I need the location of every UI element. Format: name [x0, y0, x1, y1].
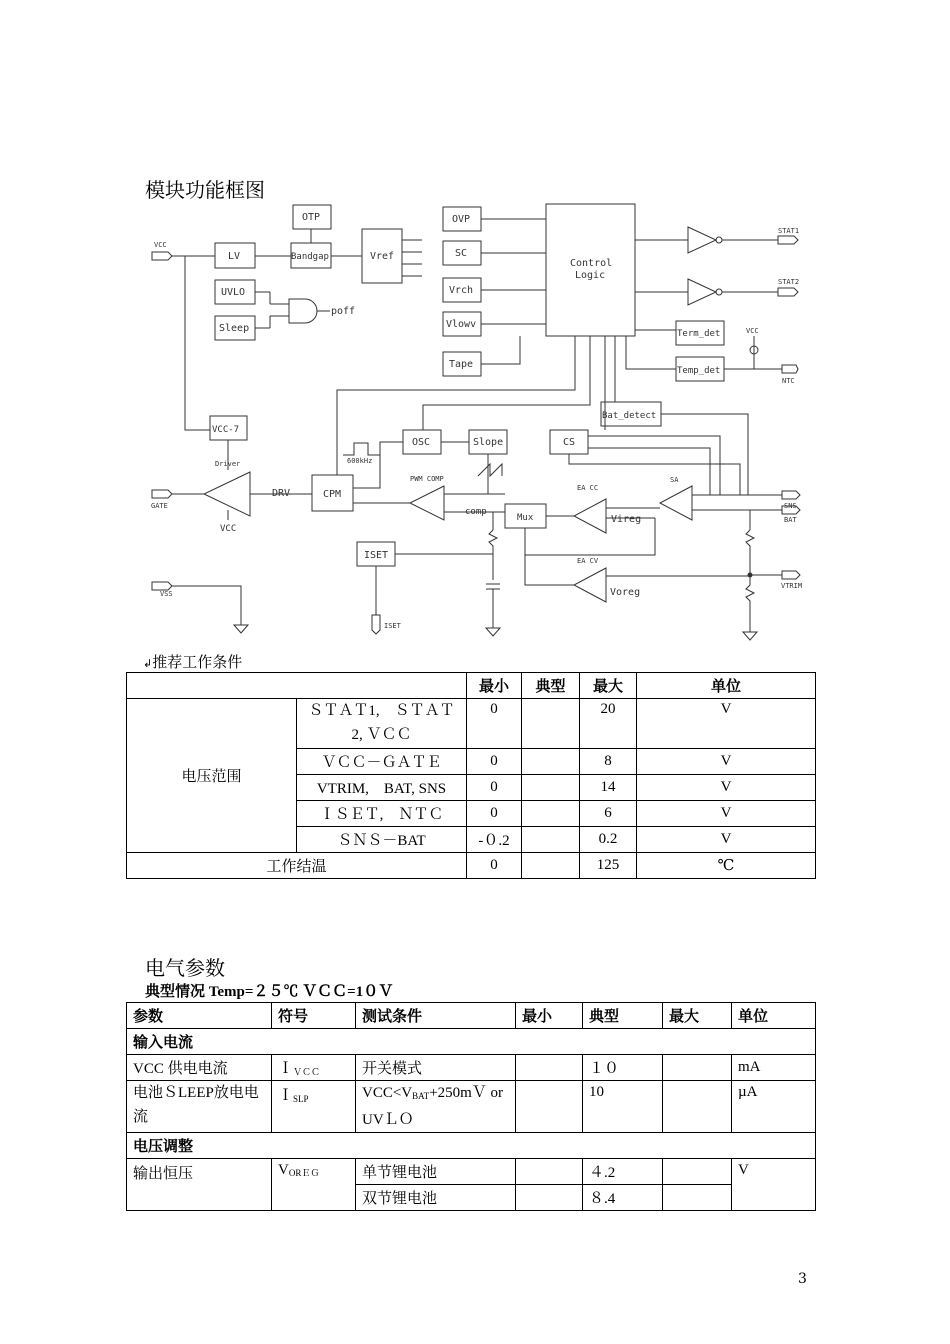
condition-a: VCC<V — [362, 1085, 413, 1101]
pwm-comp-label: PWM COMP — [410, 475, 444, 483]
recommended-caption-text: 推荐工作条件 — [152, 653, 243, 671]
slope-label: Slope — [473, 437, 504, 448]
stat2-label: STAT2 — [778, 278, 800, 286]
junction-temp-label: 工作结温 — [127, 853, 467, 879]
term-det-label: Term_det — [677, 329, 721, 339]
poff-label: poff — [331, 306, 356, 317]
uvlo-label: UVLO — [221, 287, 246, 298]
drv-label: DRV — [272, 488, 291, 499]
min-cell: 0 — [467, 749, 522, 775]
vref-label: Vref — [370, 251, 395, 262]
typ-cell — [522, 775, 580, 801]
min-cell: 0 — [467, 775, 522, 801]
ea-cv-label: EA CV — [577, 557, 599, 565]
recommended-table — [126, 672, 816, 879]
header-symbol: 符号 — [272, 1003, 356, 1029]
stat2-buffer — [688, 279, 716, 305]
typ-cell: ４.2 — [583, 1159, 663, 1185]
section-row — [127, 1133, 816, 1159]
vcc-drv-label: VCC — [220, 524, 237, 534]
unit-cell: V — [637, 699, 816, 749]
symbol-cell — [272, 1055, 356, 1081]
table-row — [127, 699, 816, 749]
max-cell: 125 — [580, 853, 637, 879]
min-cell — [516, 1185, 583, 1211]
unit-cell: V — [637, 801, 816, 827]
vrch-label: Vrch — [449, 285, 474, 296]
table-row — [127, 1081, 816, 1133]
min-cell: -０.2 — [467, 827, 522, 853]
typ-cell: 10 — [583, 1081, 663, 1133]
condition-cell — [356, 1081, 516, 1133]
ea-cv-amp — [574, 568, 606, 602]
param-cell: VTRIM, BAT, SNS — [297, 775, 467, 801]
min-cell — [516, 1159, 583, 1185]
vlowv-label: Vlowv — [446, 319, 477, 330]
typ-cell: ８.4 — [583, 1185, 663, 1211]
typ-cell: １０ — [583, 1055, 663, 1081]
page-number: 3 — [798, 1271, 807, 1287]
cs-label: CS — [563, 437, 576, 448]
sa-amp — [660, 486, 692, 520]
typ-cell — [522, 699, 580, 749]
table-row — [127, 1055, 816, 1081]
param-cell: ＶＣＣ－ＧＡＴＥ — [297, 749, 467, 775]
vtrim-label: VTRIM — [781, 582, 803, 590]
osc-label: OSC — [412, 437, 431, 448]
vcc7-label: VCC-7 — [212, 425, 240, 435]
unit-cell: ℃ — [637, 853, 816, 879]
max-cell: 8 — [580, 749, 637, 775]
vcc-in-label: VCC — [154, 241, 167, 249]
table-header-row — [127, 673, 816, 699]
pwm-comp — [410, 486, 444, 520]
symbol-cell — [272, 1081, 356, 1133]
symbol-cell — [272, 1159, 356, 1211]
param-cell: ＳＮＳ－BAT — [297, 827, 467, 853]
header-unit: 单位 — [637, 673, 816, 699]
voreg-label: Voreg — [610, 587, 641, 598]
header-condition: 测试条件 — [356, 1003, 516, 1029]
symbol-main: V — [278, 1162, 289, 1178]
block-diagram-title: 模块功能框图 — [145, 178, 265, 202]
stat1-buffer — [688, 227, 716, 253]
ea-cc-label: EA CC — [577, 484, 599, 492]
section-row — [127, 1029, 816, 1055]
header-unit: 单位 — [732, 1003, 816, 1029]
ntc-label: NTC — [782, 377, 795, 385]
sns-label: SNS — [784, 502, 797, 510]
symbol-sub: ＶＣＣ — [293, 1067, 321, 1077]
vss-label: VSS — [160, 590, 173, 598]
electrical-title: 电气参数 — [145, 956, 225, 980]
header-min: 最小 — [467, 673, 522, 699]
max-cell — [663, 1081, 732, 1133]
tape-label: Tape — [449, 359, 474, 370]
header-param: 参数 — [127, 1003, 272, 1029]
section-input-current: 输入电流 — [127, 1029, 816, 1055]
bat-label: BAT — [784, 516, 797, 524]
iset-pin-label: ISET — [384, 622, 401, 630]
condition-b: +250mＶ or UVＬＯ — [362, 1085, 504, 1128]
stat1-label: STAT1 — [778, 227, 800, 235]
cpm-label: CPM — [323, 489, 342, 500]
control-logic-label-2: Logic — [575, 270, 606, 281]
unit-cell: mA — [732, 1055, 816, 1081]
typ-cell — [522, 853, 580, 879]
freq-label: 600kHz — [347, 457, 373, 465]
typ-cell — [522, 801, 580, 827]
header-typ: 典型 — [522, 673, 580, 699]
mux-label: Mux — [517, 513, 534, 523]
driver-amp — [204, 472, 250, 516]
min-cell: 0 — [467, 853, 522, 879]
max-cell — [663, 1159, 732, 1185]
iset-label: ISET — [364, 550, 389, 561]
vcc-ntc-label: VCC — [746, 327, 759, 335]
bat-detect-label: Bat_detect — [602, 411, 657, 421]
typ-cell — [522, 749, 580, 775]
condition-cell: 双节锂电池 — [356, 1185, 516, 1211]
header-typ: 典型 — [583, 1003, 663, 1029]
max-cell — [663, 1055, 732, 1081]
param-cell: VCC 供电电流 — [127, 1055, 272, 1081]
symbol-sub: SLP — [293, 1094, 309, 1104]
header-min: 最小 — [516, 1003, 583, 1029]
symbol-main: Ｉ — [278, 1088, 294, 1104]
symbol-sub: ORＥＧ — [288, 1168, 320, 1178]
min-cell — [516, 1081, 583, 1133]
block-diagram — [0, 195, 950, 655]
param-cell: 电池ＳLEEP放电电流 — [127, 1081, 272, 1133]
section-voltage-regulation: 电压调整 — [127, 1133, 816, 1159]
bandgap-label: Bandgap — [291, 252, 329, 262]
min-cell: 0 — [467, 699, 522, 749]
unit-cell: V — [732, 1159, 816, 1211]
param-cell: ＳＴＡＴ1, ＳＴＡＴ2, ＶＣＣ — [297, 699, 467, 749]
max-cell — [663, 1185, 732, 1211]
param-cell: ＩＳＥＴ, ＮＴＣ — [297, 801, 467, 827]
electrical-subtitle: 典型情况 Temp=２５℃ ＶＣＣ=1０Ｖ — [145, 984, 394, 1000]
condition-cell: 开关模式 — [356, 1055, 516, 1081]
sa-label: SA — [670, 476, 679, 484]
control-logic-label-1: Control — [570, 258, 613, 269]
unit-cell: V — [637, 749, 816, 775]
otp-label: OTP — [302, 212, 321, 223]
typ-cell — [522, 827, 580, 853]
unit-cell: µA — [732, 1081, 816, 1133]
header-max: 最大 — [580, 673, 637, 699]
param-cell: 输出恒压 — [127, 1159, 272, 1211]
max-cell: 0.2 — [580, 827, 637, 853]
sc-label: SC — [455, 248, 468, 259]
lv-label: LV — [228, 251, 241, 262]
vireg-label: Vireg — [611, 514, 642, 525]
electrical-table — [126, 1002, 816, 1211]
max-cell: 14 — [580, 775, 637, 801]
table-row — [127, 853, 816, 879]
ea-cc-amp — [574, 499, 606, 533]
unit-cell: V — [637, 775, 816, 801]
condition-sub: BAT — [412, 1091, 430, 1101]
min-cell — [516, 1055, 583, 1081]
table-row — [127, 1159, 816, 1185]
max-cell: 20 — [580, 699, 637, 749]
paragraph-mark: ↲ — [143, 657, 153, 670]
max-cell: 6 — [580, 801, 637, 827]
driver-label: Driver — [215, 460, 241, 468]
symbol-main: Ｉ — [278, 1061, 294, 1077]
comp-label: comp — [465, 507, 487, 517]
unit-cell: V — [637, 827, 816, 853]
gate-label: GATE — [151, 502, 168, 510]
sleep-label: Sleep — [219, 323, 250, 334]
table-header-row — [127, 1003, 816, 1029]
header-max: 最大 — [663, 1003, 732, 1029]
voltage-range-label: 电压范围 — [127, 699, 297, 853]
and-gate — [289, 299, 317, 323]
recommended-caption — [143, 651, 242, 672]
ovp-label: OVP — [452, 214, 471, 225]
min-cell: 0 — [467, 801, 522, 827]
temp-det-label: Temp_det — [677, 366, 721, 376]
condition-cell: 单节锂电池 — [356, 1159, 516, 1185]
